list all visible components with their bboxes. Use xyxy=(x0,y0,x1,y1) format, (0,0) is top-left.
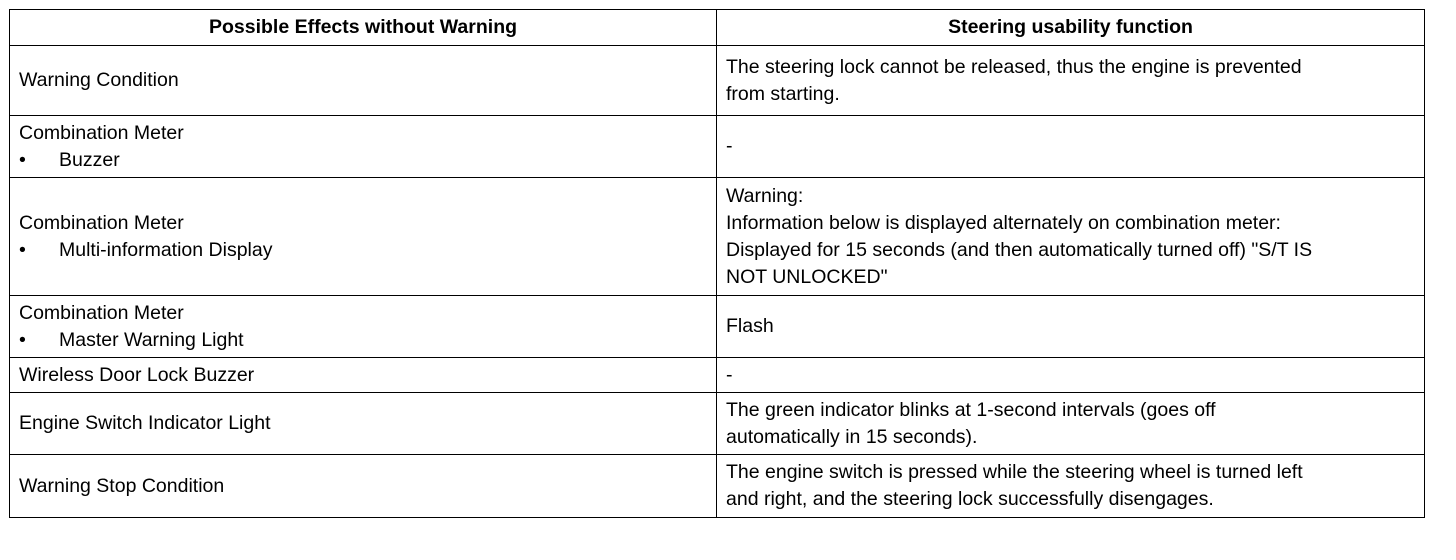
function-text: NOT UNLOCKED" xyxy=(726,265,888,288)
effect-bullet-text: Buzzer xyxy=(59,148,120,171)
table-header-row xyxy=(10,10,1425,46)
effect-cell xyxy=(10,178,717,296)
function-text: - xyxy=(726,135,733,157)
effect-cell xyxy=(10,296,717,358)
effect-cell xyxy=(10,116,717,178)
function-cell xyxy=(717,393,1425,455)
bullet-icon: • xyxy=(19,148,26,171)
function-text: The engine switch is pressed while the steering wheel is turned left xyxy=(726,461,1303,483)
table-row xyxy=(10,116,1425,178)
effect-label: Combination Meter xyxy=(19,301,184,324)
effect-cell xyxy=(10,393,717,455)
table-row xyxy=(10,393,1425,455)
effect-cell xyxy=(10,455,717,518)
table-row xyxy=(10,455,1425,518)
effect-label: Combination Meter xyxy=(19,211,184,234)
function-cell xyxy=(717,455,1425,518)
bullet-icon: • xyxy=(19,328,26,351)
effect-bullet-item xyxy=(19,237,707,264)
effect-cell xyxy=(10,358,717,393)
header-possible-effects: Possible Effects without Warning xyxy=(10,10,717,46)
function-text: The steering lock cannot be released, thus the engine is prevented xyxy=(726,55,1302,78)
table-row xyxy=(10,358,1425,393)
effect-bullet-item xyxy=(19,147,707,174)
function-text: Displayed for 15 seconds (and then automatically turned off) "S/T IS xyxy=(726,238,1313,261)
function-text: from starting. xyxy=(726,82,840,105)
function-text: Warning: xyxy=(726,184,804,207)
effect-bullet-item xyxy=(19,327,707,354)
effect-label: Warning Condition xyxy=(19,69,179,91)
effect-bullet-text: Multi-information Display xyxy=(59,238,273,261)
effect-label: Engine Switch Indicator Light xyxy=(19,412,271,434)
function-text: automatically in 15 seconds). xyxy=(726,425,978,448)
effect-label: Wireless Door Lock Buzzer xyxy=(19,363,255,386)
effect-bullet-text: Master Warning Light xyxy=(59,328,244,351)
table-row xyxy=(10,178,1425,296)
effect-cell xyxy=(10,46,717,116)
function-text: Information below is displayed alternately on combination meter: xyxy=(726,211,1281,234)
function-text: and right, and the steering lock successfully disengages. xyxy=(726,488,1214,510)
function-cell xyxy=(717,178,1425,296)
function-cell xyxy=(717,296,1425,358)
function-cell xyxy=(717,358,1425,393)
bullet-icon: • xyxy=(19,238,26,261)
header-steering-usability: Steering usability function xyxy=(717,10,1425,46)
function-cell xyxy=(717,116,1425,178)
function-text: The green indicator blinks at 1-second intervals (goes off xyxy=(726,398,1216,421)
effect-label: Warning Stop Condition xyxy=(19,474,225,497)
effects-table xyxy=(9,9,1425,518)
effect-label: Combination Meter xyxy=(19,121,184,144)
table-row xyxy=(10,46,1425,116)
function-text: - xyxy=(726,363,733,386)
function-cell xyxy=(717,46,1425,116)
table-row xyxy=(10,296,1425,358)
function-text: Flash xyxy=(726,315,774,337)
